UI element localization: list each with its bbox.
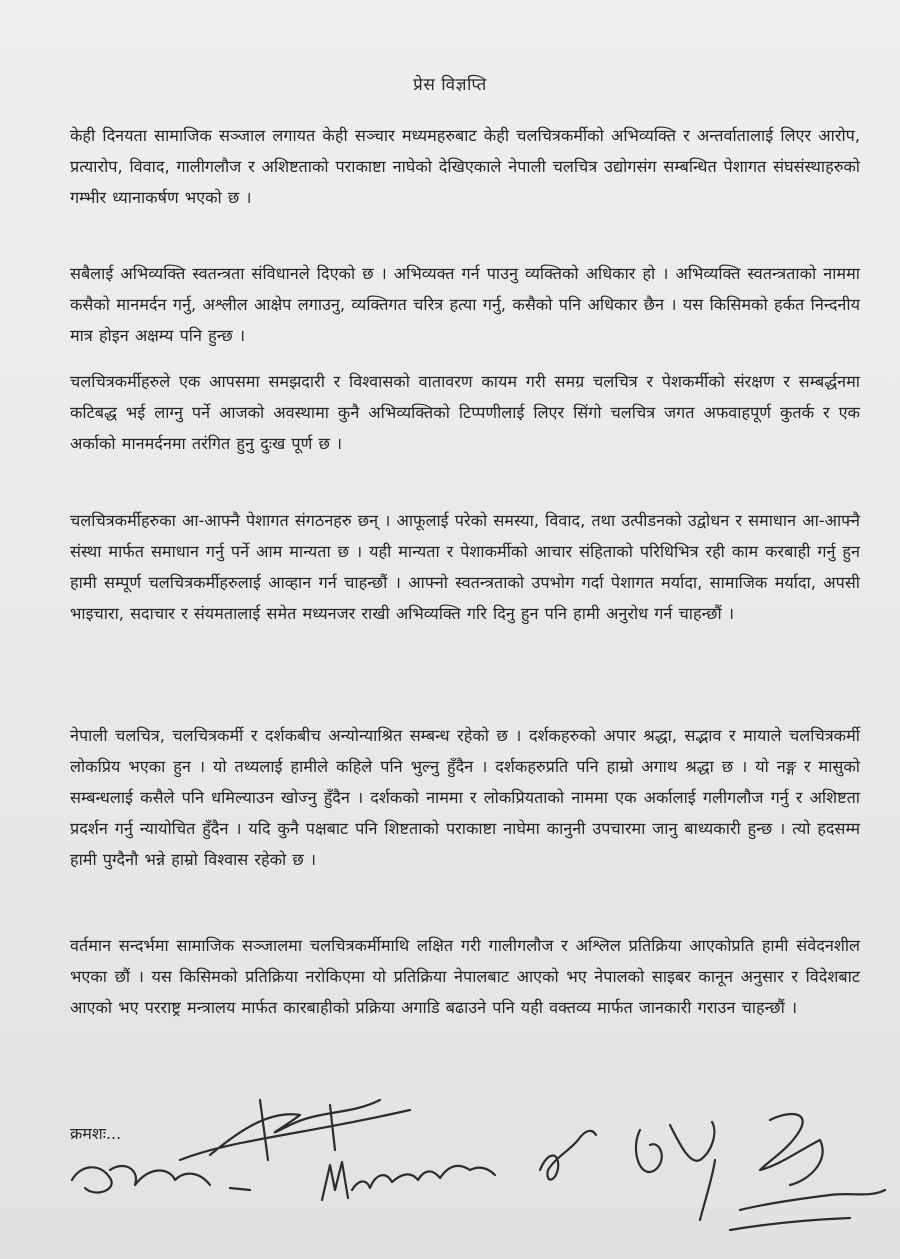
closing-note: क्रमशः... xyxy=(70,1124,122,1143)
paragraph-1: केही दिनयता सामाजिक सञ्जाल लगायत केही सञ्चार मध्यमहरुबाट केही चलचित्रकर्मीको अभिव्यक्ति र अन्तर्वातालाई लिएर आरोप, प्रत्यारोप, विवाद, गालीगलौज र अशिष्टताको पराकाष्टा नाघेको देखिएकाले नेपाली चलचित्र उद्योगसंग सम्बन्धित पेशागत संघसंस्थाहरुको गम्भीर ध्यानाकर्षण भएको छ । xyxy=(70,126,860,207)
signature-6 xyxy=(730,1114,885,1230)
document-title: प्रेस विज्ञप्ति xyxy=(413,75,487,95)
paragraph-4: चलचित्रकर्मीहरुका आ-आफ्नै पेशागत संगठनहरु छन् । आफूलाई परेको समस्या, विवाद, तथा उत्पीडनको उद्वोधन र समाधान आ-आफ्नै संस्था मार्फत समाधान गर्नु पर्ने आम मान्यता छ । यही मान्यता र पेशाकर्मीको आचार संहिताको परिधिभित्र रही काम करबाही गर्नु हुन हामी सम्पूर्ण चलचित्रकर्मीहरुलाई आव्हान गर्न चाहन्छौं । आफ्नो स्वतन्त्रताको उपभोग गर्दा पेशागत मर्यादा, सामाजिक मर्यादा, अपसी भाइचारा, सदाचार र संयमतालाई समेत मध्यनजर राखी अभिव्यक्ति गरि दिनु हुन पनि हामी अनुरोध गर्न चाहन्छौं । xyxy=(70,511,861,623)
paragraph-2: सबैलाई अभिव्यक्ति स्वतन्त्रता संविधानले दिएको छ । अभिव्यक्त गर्न पाउनु व्यक्तिको अधिकार हो । अभिव्यक्ति स्वतन्त्रताको नाममा कसैको मानमर्दन गर्नु, अश्लील आक्षेप लगाउनु, व्यक्तिगत चरित्र हत्या गर्नु, कसैको पनि अधिकार छैन । यस किसिमको हर्कत निन्दनीय मात्र होइन अक्षम्य पनि हुन्छ । xyxy=(70,264,860,345)
paragraph-6: वर्तमान सन्दर्भमा सामाजिक सञ्जालमा चलचित्रकर्मीमाथि लक्षित गरी गालीगलौज र अश्लिल प्रतिक्रिया आएकोप्रति हामी संवेदनशील भएका छौं । यस किसिमको प्रतिक्रिया नरोकिएमा यो प्रतिक्रिया नेपालबाट आएको भए नेपालको साइबर कानून अनुसार र विदेशबाट आएको भए परराष्ट्र मन्त्रालय मार्फत कारबाहीको प्रक्रिया अगाडि बढाउने पनि यही वक्तव्य मार्फत जानकारी गराउन चाहन्छौं । xyxy=(70,936,860,1017)
signature-1 xyxy=(72,1166,250,1193)
signature-4 xyxy=(540,1131,596,1180)
paragraph-5: नेपाली चलचित्र, चलचित्रकर्मी र दर्शकबीच अन्योन्याश्रित सम्बन्ध रहेको छ । दर्शकहरुको अपार श्रद्धा, सद्भाव र मायाले चलचित्रकर्मी लोकप्रिय भएका हुन । यो तथ्यलाई हामीले कहिले पनि भुल्नु हुँदैन । दर्शकहरुप्रति पनि हाम्रो अगाथ श्रद्धा छ । यो नङ्ग र मासुको सम्बन्धलाई कसैले पनि धमिल्याउन खोज्नु हुँदैन । दर्शकको नाममा र लोकप्रियताको नाममा एक अर्कालाई गलीगलौज गर्नु र अशिष्टता प्रदर्शन गर्नु न्यायोचित हुँदैन । यदि कुनै पक्षबाट पनि शिष्टताको पराकाष्टा नाघेमा कानुनी उपचारमा जानु बाध्यकारी हुन्छ । त्यो हदसम्म हामी पुग्दैनौ भन्ने हाम्रो विश्वास रहेको छ । xyxy=(70,726,860,869)
signature-3 xyxy=(322,1162,495,1200)
signatures-area xyxy=(0,1070,900,1259)
signature-2 xyxy=(180,1100,410,1160)
paragraph-3: चलचित्रकर्मीहरुले एक आपसमा समझदारी र विश्वासको वातावरण कायम गरी समग्र चलचित्र र पेशकर्मीको संरक्षण र सम्बर्द्धनमा कटिबद्ध भई लाग्नु पर्ने आजको अवस्थामा कुनै अभिव्यक्तिको टिप्पणीलाई लिएर सिंगो चलचित्र जगत अफवाहपूर्ण कुतर्क र एक अर्काको मानमर्दनमा तरंगित हुनु दुःख पूर्ण छ । xyxy=(70,372,860,453)
signature-5 xyxy=(636,1122,715,1220)
